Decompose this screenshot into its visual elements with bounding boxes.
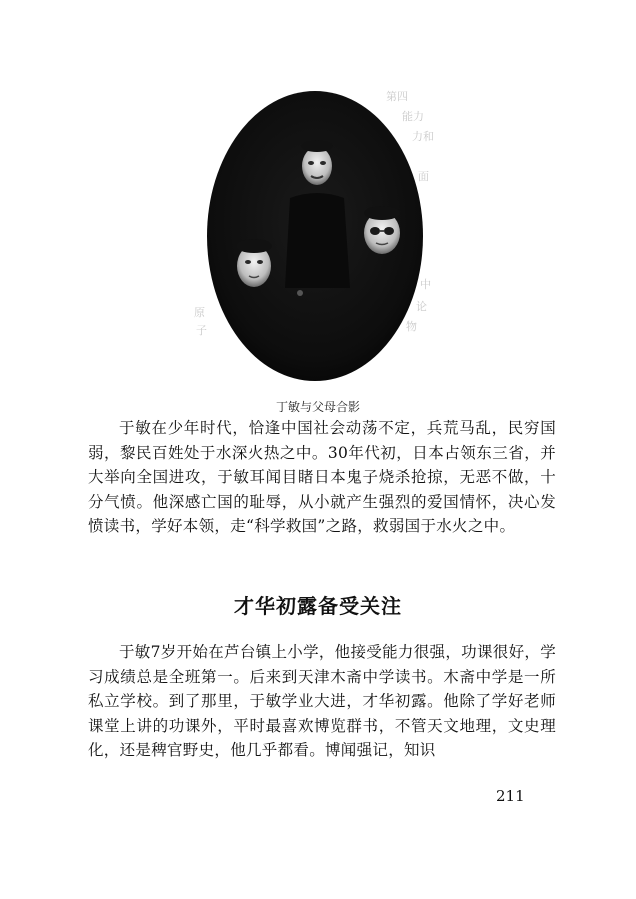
svg-text:子: 子 bbox=[196, 324, 207, 337]
svg-text:力和: 力和 bbox=[412, 130, 434, 143]
face-father bbox=[302, 147, 332, 185]
svg-text:面: 面 bbox=[418, 170, 429, 183]
family-photo bbox=[190, 88, 440, 388]
photo-caption: 丁敏与父母合影 bbox=[275, 400, 360, 414]
body-paragraph-1: 于敏在少年时代，恰逢中国社会动荡不定，兵荒马乱，民穷国弱，黎民百姓处于水深火热之中。30年代初，日本占领东三省，并大举向全国进攻，于敏耳闻目睹日本鬼子烧杀抢掠，无恶不做，十分气愤。他深感亡国的耻辱，从小就产生强烈的爱国情怀，决心发愤读书，学好本领，走“科学救国”之路，救弱国于水火之中。 bbox=[88, 419, 556, 535]
section-heading: 才华初露备受关注 bbox=[234, 594, 402, 618]
svg-text:论: 论 bbox=[416, 300, 427, 313]
svg-text:能力: 能力 bbox=[402, 110, 424, 123]
svg-text:中: 中 bbox=[420, 278, 431, 291]
svg-text:物: 物 bbox=[406, 320, 417, 333]
svg-text:第四: 第四 bbox=[386, 90, 408, 103]
family-photo-image bbox=[190, 88, 440, 388]
body-paragraph-2: 于敏7岁开始在芦台镇上小学，他接受能力很强，功课很好，学习成绩总是全班第一。后来到天津木斋中学读书。木斋中学是一所私立学校。到了那里，于敏学业大进，才华初露。他除了学好老师课堂上讲的功课外，平时最喜欢博览群书，不管天文地理，文史理化，还是稗官野史，他几乎都看。博闻强记，知识 bbox=[88, 643, 556, 759]
svg-text:原: 原 bbox=[194, 306, 205, 319]
page-number: 211 bbox=[496, 787, 525, 805]
